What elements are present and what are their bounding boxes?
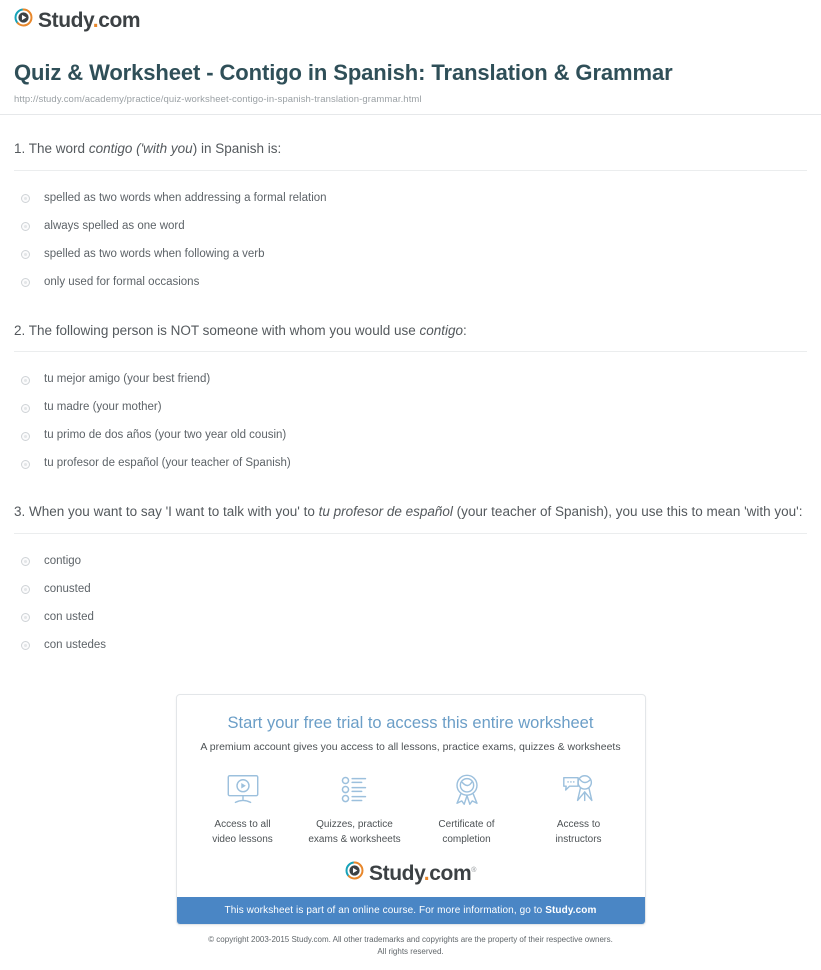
radio-button-icon[interactable] [21,404,30,413]
feature-list [177,753,645,859]
radio-button-icon[interactable] [21,460,30,469]
option-label: tu mejor amigo (your best friend) [44,373,211,386]
feature-instructors [523,769,635,847]
site-header [0,0,821,32]
feature-label: Certificate of completion [438,819,495,845]
option-label: tu primo de dos años (your two year old cousin) [44,429,287,442]
radio-button-icon[interactable] [21,194,30,203]
option-row[interactable] [14,213,807,241]
feature-label: Quizzes, practice exams & worksheets [308,819,401,845]
option-label: con ustedes [44,638,107,651]
promo-subtitle: A premium account gives you access to all lessons, practice exams, quizzes & worksheets [200,741,621,754]
option-row[interactable] [14,450,807,478]
question-3-options [14,534,807,660]
logo-wordmark: Study.com [38,8,141,32]
option-row[interactable] [14,548,807,576]
feature-quizzes [299,769,411,847]
study-com-logo[interactable] [14,8,140,32]
question-1-number: 1. [14,141,26,157]
promo-header [177,695,645,753]
question-list [0,115,821,660]
radio-button-icon[interactable] [21,557,30,566]
checklist-icon [299,769,411,811]
option-label: conusted [44,582,91,595]
option-row[interactable] [14,422,807,450]
option-label: con usted [44,610,94,623]
instructor-chat-icon [523,769,635,811]
option-row[interactable] [14,269,807,297]
feature-certificate [411,769,523,847]
radio-button-icon[interactable] [21,613,30,622]
promo-logo [177,859,645,897]
copyright-line-1: © copyright 2003-2015 Study.com. All other trademarks and copyrights are the property of their respective owners. [208,935,613,945]
option-label: tu madre (your mother) [44,401,162,414]
feature-label: Access to all video lessons [212,819,273,845]
question-3-number: 3. [14,504,26,520]
option-label: tu profesor de español (your teacher of Spanish) [44,457,291,470]
monitor-play-icon [187,769,299,811]
free-trial-card [176,694,646,925]
radio-button-icon[interactable] [21,432,30,441]
option-label: spelled as two words when addressing a formal relation [44,191,327,204]
radio-button-icon[interactable] [21,278,30,287]
option-row[interactable] [14,185,807,213]
radio-button-icon[interactable] [21,376,30,385]
option-label: contigo [44,554,82,567]
trademark-mark: ® [471,866,476,874]
title-block [0,32,821,105]
option-row[interactable] [14,632,807,660]
question-3-text: 3. When you want to say 'I want to talk with you' to tu profesor de español (your teacher of Spanish), you use this to mean 'with you': [14,504,803,520]
award-ribbon-icon [411,769,523,811]
radio-button-icon[interactable] [21,641,30,650]
option-row[interactable] [14,394,807,422]
radio-button-icon[interactable] [21,222,30,231]
option-row[interactable] [14,604,807,632]
question-3 [14,478,807,660]
play-circle-icon [14,8,33,32]
play-circle-icon [345,861,364,885]
question-1 [14,115,807,297]
logo-wordmark: Study.com® [369,861,476,885]
promo-title: Start your free trial to access this entire worksheet [227,713,594,732]
banner-link[interactable]: Study.com [545,905,597,917]
feature-label: Access to instructors [555,819,602,845]
banner-text: This worksheet is part of an online course. For more information, go to [224,905,546,917]
option-row[interactable] [14,576,807,604]
question-1-options [14,171,807,297]
option-row[interactable] [14,366,807,394]
study-com-logo-promo[interactable] [345,861,476,885]
option-label: spelled as two words when following a verb [44,247,265,260]
option-row[interactable] [14,241,807,269]
question-2-text: 2. The following person is NOT someone with whom you would use contigo: [14,322,467,338]
radio-button-icon[interactable] [21,585,30,594]
page-title: Quiz & Worksheet - Contigo in Spanish: Translation & Grammar [14,60,673,85]
question-2 [14,297,807,479]
question-2-options [14,352,807,478]
copyright-footer [0,934,821,957]
option-label: always spelled as one word [44,219,185,232]
question-1-text: 1. The word contigo ('with you) in Spanish is: [14,141,282,157]
radio-button-icon[interactable] [21,250,30,259]
feature-video-lessons [187,769,299,847]
online-course-banner[interactable] [177,897,645,924]
question-2-number: 2. [14,322,26,338]
option-label: only used for formal occasions [44,275,200,288]
page-url: http://study.com/academy/practice/quiz-worksheet-contigo-in-spanish-translation-grammar.html [14,94,422,106]
promo-section [0,660,821,925]
copyright-line-2: All rights reserved. [377,946,444,956]
